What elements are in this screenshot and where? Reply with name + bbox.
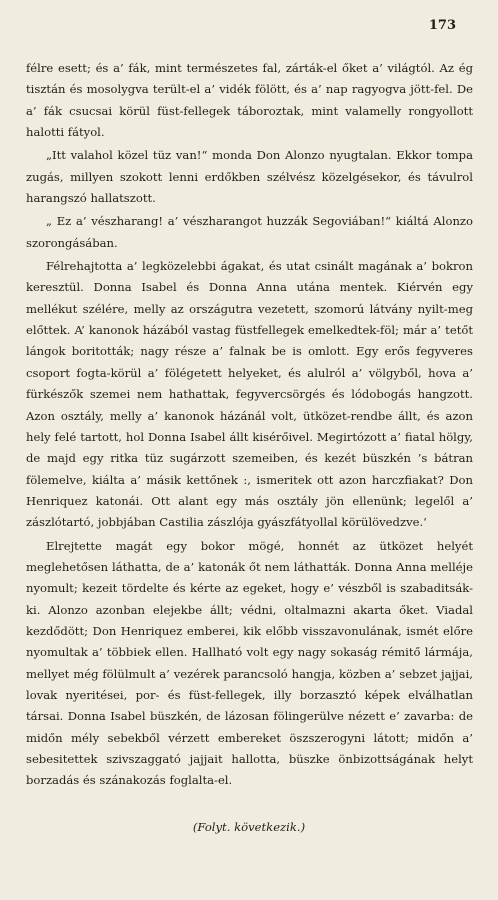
paragraph: Félrehajtotta a’ legközelebbi ágakat, és utat csinált magának a’ bokron keresztül. Donna Isabel és Donna Anna utána mentek. Kiérvén egy mellékut szélére, melly az országutra vezetett, szomorú látvány nyilt-meg előttek. A’ kanonok házából vastag füstfellegek emelkedtek-föl; már a’ tetőt lángok boritották; nagy része a’ falnak be is omlott. Egy erős fegyveres csoport fogta-körül a’ fölégetett helyeket, és alulról a’ völgyből, hova a’ fürkészők szemei nem hathattak, fegyvercsörgés és lódobogás hangzott. Azon osztály, melly a’ kanonok házánál volt, ütközet-rendbe állt, és azon hely felé tartott, hol Donna Isabel állt kisérőivel. Megirtózott a’ fiatal hölgy, de majd egy ritka tüz sugárzott szemeiben, és kezét büszkén ’s bátran fölemelve, kiálta a’ másik kettőnek :, ismeritek ott azon harczfiakat? Don Henriquez katonái. Ott alant egy más osztály jön ellenünk; legelől a’ zászlótartó, jobbjában Castilia zászlója gyászfátyollal körülövedzve.‘	[26, 259, 473, 530]
paragraph: „ Ez a’ vészharang! a’ vészharangot huzzák Segoviában!“ kiáltá Alonzo szorongásában.	[26, 214, 473, 250]
page-number: 173	[428, 18, 456, 33]
paragraph: Elrejtette magát egy bokor mögé, honnét az ütközet helyét meglehetősen láthatta, de a’ katonák őt nem láthatták. Donna Anna melléje nyomult; kezeit tördelte és kérte az egeket, hogy e’ vészből is szabaditsák-ki. Alonzo azonban elejekbe állt; védni, oltalmazni akarta őket. Viadal kezdődött; Don Henriquez emberei, kik előbb visszavonulának, ismét előre nyomultak a’ többiek ellen. Hallható volt egy nagy sokaság rémitő lármája, mellyet még fölülmult a’ vezérek parancsoló hangja, közben a’ sebzet jajjai, lovak nyeritései, por- és füst-fellegek, illy borzasztó képek elválhatlan társai. Donna Isabel büszkén, de lázosan fölingerülve nézett e’ zavarba: de midőn mély sebekből vérzett embereket öszszerogyni látott; midőn a’ sebesitettek szivszaggató jajjait hallotta, büszke önbizottságának helyt borzadás és szánakozás foglalta-el.	[26, 538, 473, 788]
paragraph: „Itt valahol közel tüz van!“ monda Don Alonzo nyugtalan. Ekkor tompa zugás, millyen szokott lenni erdőkben szélvész közelgésekor, és távulrol harangszó hallatszott.	[26, 148, 473, 206]
paragraph: félre esett; és a’ fák, mint természetes fal, zárták-el őket a’ világtól. Az ég tisztán és mosolygva terült-el a’ vidék fölött, és a’ nap ragyogva jött-fel. De a’ fák csucsai körül füst-fellegek táboroztak, mint valamelly rongyollott halotti fátyol.	[26, 61, 473, 140]
continuation-note: (Folyt. következik.)	[192, 820, 306, 834]
body-text	[26, 58, 473, 792]
